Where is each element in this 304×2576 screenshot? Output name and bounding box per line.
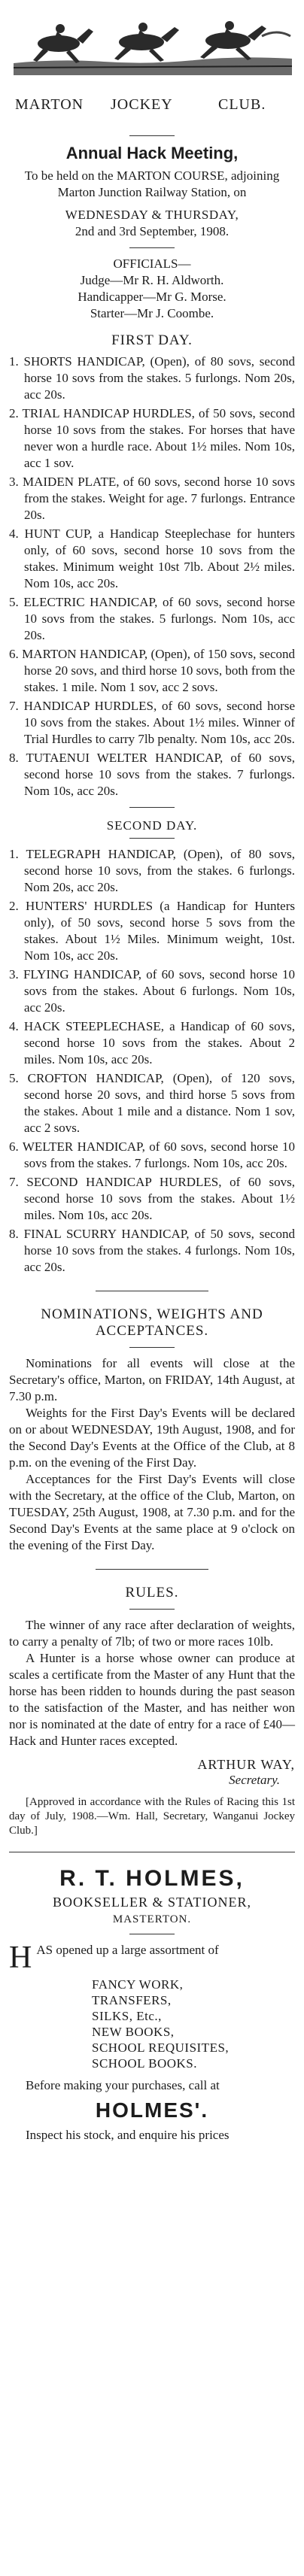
official-handicapper: Handicapper—Mr G. Morse.: [78, 290, 226, 304]
racing-woodcut-image: [9, 0, 295, 81]
rules-hunter-paragraph: A Hunter is a horse whose owner can produce at scales a certificate from the Master of any Hunt that the horse has been ridden to hounds during the past season to the satisfaction of the Master, and has neither won nor is nominated at the date of entry for a race of £40—Hack and Hunter races excepted.: [9, 1651, 295, 1748]
stock-item: SCHOOL REQUISITES,: [92, 2040, 230, 2055]
official-starter: Starter—Mr J. Coombe.: [90, 306, 214, 320]
stock-item: NEW BOOKS,: [92, 2025, 175, 2039]
divider: [129, 1609, 175, 1610]
drop-cap: H: [9, 1940, 32, 1975]
advertiser-shop-name: HOLMES'.: [95, 2098, 209, 2122]
event-item: 1. TELEGRAPH HANDICAP, (Open), of 80 sovs, second horse 10 sovs, from the stakes. 6 furlongs. Nom 20s, acc 20s.: [9, 847, 295, 894]
first-day-heading: FIRST DAY.: [111, 332, 193, 348]
event-item: 3. MAIDEN PLATE, of 60 sovs, second horse 10 sovs from the stakes. Weight for age. 7 furlongs. Entrance 20s.: [9, 475, 295, 522]
event-item: 7. SECOND HANDICAP HURDLES, of 60 sovs, second horse 10 sovs from the stakes. About 1½ miles. Nom 10s, acc 20s.: [9, 1175, 295, 1222]
secretary-name: ARTHUR WAY,: [197, 1757, 295, 1772]
meeting-intro: To be held on the MARTON COURSE, adjoining Marton Junction Railway Station, on: [24, 168, 280, 199]
acceptances-paragraph: Acceptances for the First Day's Events will close with the Secretary, at the office of the Club, Marton, on TUESDAY, 25th August, 1908, at 7.30 p.m. and for the Second Day's Events at the same place at 9 o'clock on the evening of the First Day.: [9, 1472, 295, 1552]
advertiser-town: MASTERTON.: [112, 1913, 192, 1925]
event-item: 8. TUTAENUI WELTER HANDICAP, of 60 sovs, second horse 10 sovs from the stakes. 7 furlongs. Nom 10s, acc 20s.: [9, 751, 295, 798]
racehorses-illustration: [14, 6, 292, 75]
event-item: 8. FINAL SCURRY HANDICAP, of 50 sovs, second horse 10 sovs from the stakes. 4 furlongs. Nom 10s, acc 20s.: [9, 1227, 295, 1274]
rules-heading: RULES.: [125, 1585, 179, 1601]
club-title-word-3: CLUB.: [218, 96, 266, 113]
advertiser-name: R. T. HOLMES,: [59, 1866, 245, 1891]
stock-list: [92, 1977, 295, 2071]
meeting-dates-detail: 2nd and 3rd September, 1908.: [74, 224, 230, 238]
officials-heading: OFFICIALS—: [113, 256, 191, 271]
closing-line: Inspect his stock, and enquire his prices: [26, 2128, 230, 2142]
weights-paragraph: Weights for the First Day's Events will be declared on or about WEDNESDAY, 19th August, 1908, and for the Second Day's Events at the Office of the Club, at 8 p.m. on the evening of the First Day.: [9, 1406, 295, 1470]
club-title-word-2: JOCKEY: [111, 96, 173, 113]
nominations-paragraph: Nominations for all events will close at the Secretary's office, Marton, on FRIDAY, 14th August, at 7.30 p.m.: [9, 1356, 295, 1403]
event-item: 6. WELTER HANDICAP, of 60 sovs, second horse 10 sovs from the stakes. 7 furlongs. Nom 10s, acc 20s.: [9, 1139, 295, 1170]
call-line: Before making your purchases, call at: [26, 2078, 220, 2092]
approval-note: [Approved in accordance with the Rules of Racing this 1st day of July, 1908.—Wm. Hall, Secretary, Wanganui Jockey Club.]: [9, 1796, 295, 1837]
divider: [129, 1347, 175, 1348]
event-item: 7. HANDICAP HURDLES, of 60 sovs, second horse 10 sovs from the stakes. About 1½ miles. Winner of Trial Hurdles to carry 7lb penalty. Nom 10s, acc 20s.: [9, 699, 295, 746]
stock-item: SCHOOL BOOKS.: [92, 2056, 198, 2071]
meeting-headline: Annual Hack Meeting,: [65, 144, 239, 162]
second-day-events: [9, 846, 295, 1276]
first-day-events: [9, 353, 295, 800]
advert-intro: [9, 1940, 295, 1975]
divider: [129, 838, 175, 839]
event-item: 5. CROFTON HANDICAP, (Open), of 120 sovs, second horse 20 sovs, and third horse 5 sovs from the stakes. About 1 mile and a distance. Nom 1 sov, acc 2 sovs.: [9, 1071, 295, 1135]
divider: [129, 247, 175, 248]
stock-item: TRANSFERS,: [92, 1993, 172, 2007]
event-item: 3. FLYING HANDICAP, of 60 sovs, second horse 10 sovs from the stakes. About 6 furlongs. Nom 10s, acc 20s.: [9, 967, 295, 1015]
event-item: 5. ELECTRIC HANDICAP, of 60 sovs, second horse 10 sovs from the stakes. 5 furlongs. Nom 10s, acc 20s.: [9, 595, 295, 642]
event-item: 2. HUNTERS' HURDLES (a Handicap for Hunters only), of 50 sovs, second horse 5 sovs from the stakes. About 1½ Miles. Minimum weight, 10st. Nom 10s, acc 20s.: [9, 899, 295, 963]
stock-item: FANCY WORK,: [92, 1977, 184, 1992]
event-item: 2. TRIAL HANDICAP HURDLES, of 50 sovs, second horse 10 sovs from the stakes. For horses that have never won a hurdle race. About 1½ miles. Nom 10s, acc 1 sov.: [9, 406, 295, 470]
club-title-word-1: MARTON: [15, 96, 84, 113]
stock-item: SILKS, Etc.,: [92, 2009, 162, 2023]
official-judge: Judge—Mr R. H. Aldworth.: [80, 273, 224, 287]
divider: [129, 135, 175, 136]
secretary-role: Secretary.: [229, 1773, 280, 1787]
divider: [129, 807, 175, 808]
event-item: 6. MARTON HANDICAP, (Open), of 150 sovs, second horse 20 sovs, and third horse 10 sovs, both from the stakes. 1 mile. Nom 1 sov, acc 2 sovs.: [9, 647, 295, 694]
advertiser-trade: BOOKSELLER & STATIONER,: [52, 1895, 252, 1910]
rules-penalty-paragraph: The winner of any race after declaration of weights, to carry a penalty of 7lb; of two or more races 10lb.: [9, 1618, 295, 1649]
club-title: [9, 86, 295, 128]
advert-intro-text: AS opened up a large assortment of: [36, 1943, 219, 1957]
event-item: 4. HACK STEEPLECHASE, a Handicap of 60 sovs, second horse 10 sovs from the stakes. About 2 miles. Nom 10s, acc 20s.: [9, 1019, 295, 1067]
divider: [96, 1569, 208, 1570]
event-item: 4. HUNT CUP, a Handicap Steeplechase for hunters only, of 60 sovs, second horse 10 sovs from the stakes. Minimum weight 10st 7lb. About 2½ miles. Nom 10s, acc 20s.: [9, 526, 295, 590]
event-item: 1. SHORTS HANDICAP, (Open), of 80 sovs, second horse 10 sovs from the stakes. 5 furlongs. Nom 20s, acc 20s.: [9, 354, 295, 402]
nominations-heading: NOMINATIONS, WEIGHTS AND ACCEPTANCES.: [41, 1306, 263, 1339]
meeting-dates: WEDNESDAY & THURSDAY,: [65, 208, 239, 222]
second-day-heading: SECOND DAY.: [106, 818, 198, 833]
